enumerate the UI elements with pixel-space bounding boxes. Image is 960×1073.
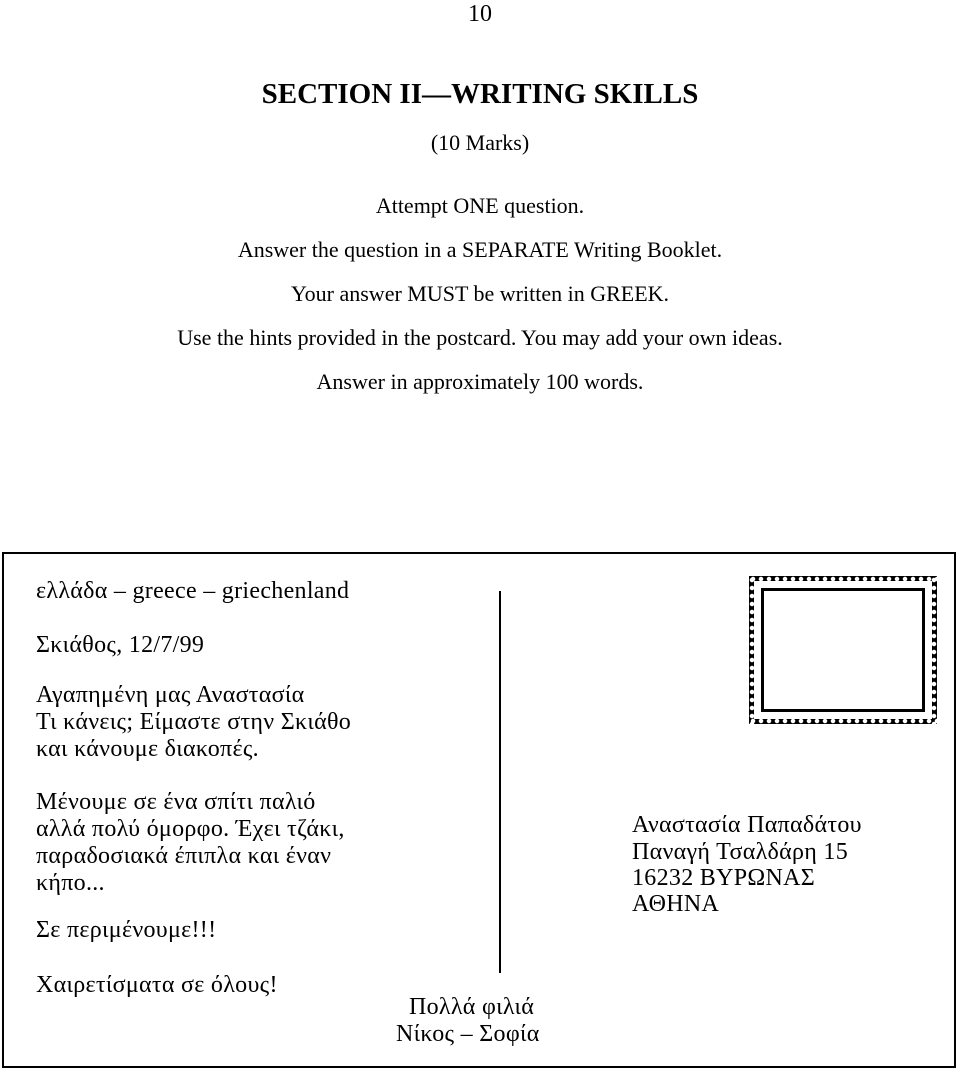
stamp-placeholder	[749, 576, 937, 724]
instruction-line: Use the hints provided in the postcard. You may add your own ideas.	[177, 325, 783, 350]
address-line: Παναγή Τσαλδάρη 15	[632, 839, 849, 865]
postcard-line: Τι κάνεις; Είμαστε στην Σκιάθο	[36, 709, 352, 735]
section-marks: (10 Marks)	[430, 130, 530, 155]
postcard-closing: Πολλά φιλιά	[409, 994, 535, 1020]
postcard-signature: Νίκος – Σοφία	[396, 1021, 540, 1047]
postcard-line: αλλά πολύ όμορφο. Έχει τζάκι,	[36, 816, 345, 842]
page-number: 10	[468, 1, 492, 27]
postcard-waiting: Σε περιμένουμε!!!	[36, 917, 217, 943]
postcard-line: Μένουμε σε ένα σπίτι παλιό	[36, 789, 316, 815]
address-line: Αναστασία Παπαδάτου	[632, 812, 862, 838]
postcard-line: και κάνουμε διακοπές.	[36, 736, 259, 762]
instruction-line: Answer in approximately 100 words.	[316, 369, 644, 394]
address-line: ΑΘΗΝΑ	[632, 891, 720, 917]
postcard-place-date: Σκιάθος, 12/7/99	[36, 632, 205, 658]
postcard-line: κήπο...	[36, 870, 105, 896]
postcard-header: ελλάδα – greece – griechenland	[36, 578, 350, 604]
postcard-greeting: Αγαπημένη μας Αναστασία	[36, 682, 305, 708]
postcard-regards: Χαιρετίσματα σε όλους!	[36, 972, 278, 998]
instructions	[0, 190, 960, 410]
postcard-divider	[499, 591, 501, 973]
instruction-line: Answer the question in a SEPARATE Writing Booklet.	[237, 237, 723, 262]
address-line: 16232 ΒΥΡΩΝΑΣ	[632, 865, 816, 891]
postcard	[2, 552, 956, 1068]
instruction-line: Your answer MUST be written in GREEK.	[290, 281, 670, 306]
postcard-line: παραδοσιακά έπιπλα και έναν	[36, 843, 332, 869]
section-heading: SECTION II—WRITING SKILLS	[261, 78, 699, 110]
instruction-line: Attempt ONE question.	[375, 193, 585, 218]
